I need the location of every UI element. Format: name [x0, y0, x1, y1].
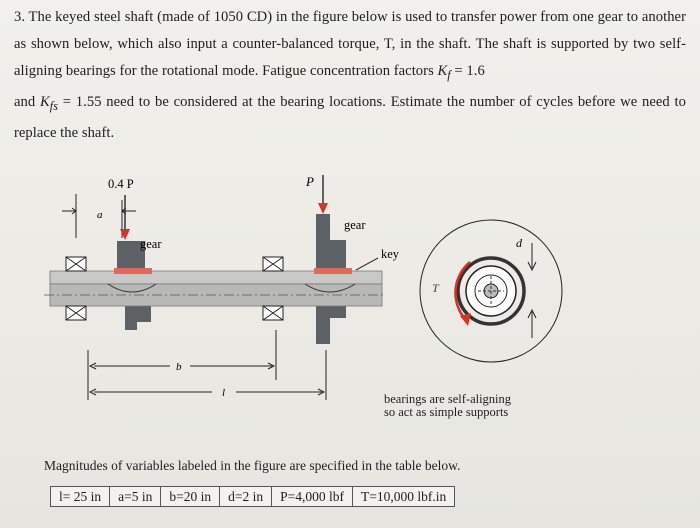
kfs-symbol: $K_{fs}$: [39, 93, 58, 113]
key-leader: [356, 258, 378, 270]
label-T: T: [432, 281, 439, 295]
values-table: [50, 486, 455, 507]
b-dim-left: [90, 363, 170, 369]
problem-text-part-2: = 1.55 need to be considered at the bearing locations. Estimate the number of cycles before we need to replace the shaft.: [14, 93, 686, 141]
b-dim-right: [190, 363, 274, 369]
kf-symbol: $K_f$: [437, 63, 451, 82]
table-caption: Magnitudes of variables labeled in the figure are specified in the table below.: [44, 458, 461, 473]
value-l: l= 25 in: [51, 487, 110, 507]
key-label: key: [381, 247, 400, 261]
load-right-head: [318, 203, 328, 214]
value-T: T=10,000 lbf.in: [352, 487, 454, 507]
value-d: d=2 in: [220, 487, 272, 507]
load-left-label: 0.4 P: [108, 177, 134, 191]
shaft-cross-section: [420, 220, 562, 362]
bearing-note-line-2: so act as simple supports: [384, 405, 509, 419]
label-a: a: [97, 209, 103, 221]
bearing-note-line-1: bearings are self-aligning: [384, 392, 512, 406]
values-row: [51, 487, 455, 507]
a-arrow-left: [62, 208, 76, 214]
label-l: l: [222, 387, 226, 399]
label-d: d: [516, 236, 522, 250]
right-gear-label: gear: [344, 218, 366, 232]
left-gear-step: [137, 306, 151, 322]
left-key: [114, 268, 152, 274]
bearing-note: [384, 393, 511, 419]
kf-value: = 1.6: [450, 63, 485, 79]
value-a: a=5 in: [110, 487, 161, 507]
l-dim-right: [236, 389, 324, 395]
value-P: P=4,000 lbf: [272, 487, 353, 507]
problem-text-part-1: 3. The keyed steel shaft (made of 1050 CD) in the figure below is used to transfer power from one gear to another as shown below, which also input a counter-balanced torque, T, in the shaft. The shaft is supported by two self-aligning bearings for the rotational mode. Fatigue concentration factors: [14, 9, 686, 79]
a-arrow-right: [122, 208, 136, 214]
label-b: b: [176, 361, 182, 373]
value-b: b=20 in: [161, 487, 220, 507]
right-key: [314, 268, 352, 274]
load-right-label: P: [306, 174, 314, 189]
l-dim-left: [90, 389, 212, 395]
right-gear-flange: [330, 240, 346, 271]
left-gear-label: gear: [140, 237, 162, 251]
and-text: and: [14, 93, 40, 110]
right-gear-hub: [316, 214, 330, 271]
